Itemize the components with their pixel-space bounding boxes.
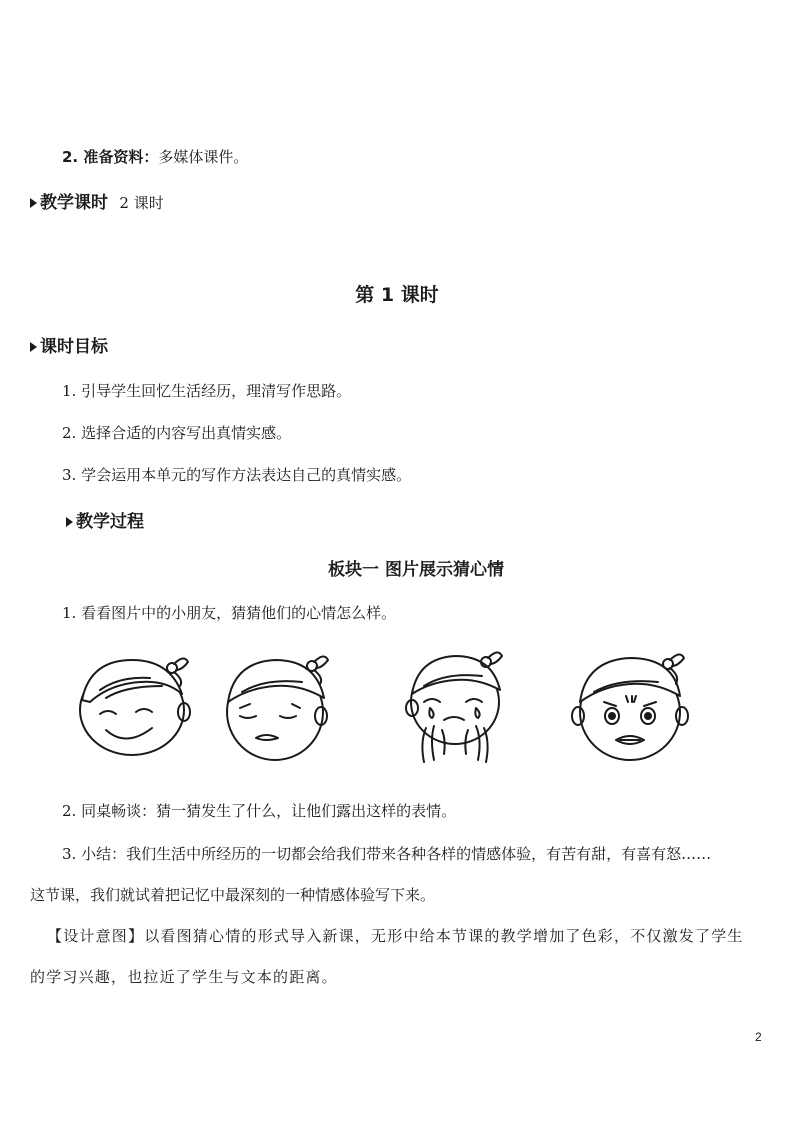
design-intent-line1: 【设计意图】以看图猜心情的形式导入新课，无形中给本节课的教学增加了色彩，不仅激发了学生 — [47, 927, 744, 945]
class-hours-value: 2 课时 — [119, 194, 164, 212]
crying-face-icon — [406, 652, 502, 762]
triangle-bullet-icon — [66, 517, 73, 527]
prep-line — [62, 146, 248, 167]
triangle-bullet-icon — [30, 342, 37, 352]
block1-title: 板块一 图片展示猜心情 — [328, 560, 504, 580]
lesson-title: 第 1 课时 — [355, 284, 439, 306]
angry-face-icon — [572, 654, 688, 760]
page-number: 2 — [755, 1030, 762, 1044]
objective-item: 3. 学会运用本单元的写作方法表达自己的真情实感。 — [62, 466, 412, 484]
objectives-heading: 课时目标 — [30, 332, 108, 357]
objective-item: 2. 选择合适的内容写出真情实感。 — [62, 424, 292, 442]
step3-line1: 3. 小结：我们生活中所经历的一切都会给我们带来各种各样的情感体验，有苦有甜，有喜有怒…… — [62, 845, 712, 863]
design-intent-line2: 的学习兴趣，也拉近了学生与文本的距离。 — [30, 968, 338, 986]
class-hours-label: 教学课时 — [40, 193, 108, 213]
step3-line2: 这节课，我们就试着把记忆中最深刻的一种情感体验写下来。 — [30, 886, 436, 904]
sad-face-icon — [227, 656, 328, 760]
process-heading: 教学过程 — [66, 507, 144, 532]
faces-illustration — [60, 650, 740, 770]
class-hours-line — [30, 188, 164, 213]
step1-text: 1. 看看图片中的小朋友，猜猜他们的心情怎么样。 — [62, 604, 397, 622]
happy-face-icon — [80, 658, 190, 755]
triangle-bullet-icon — [30, 198, 37, 208]
prep-label: 2. 准备资料： — [62, 148, 159, 166]
objective-item: 1. 引导学生回忆生活经历，理清写作思路。 — [62, 382, 352, 400]
prep-value: 多媒体课件。 — [158, 148, 249, 166]
step2-text: 2. 同桌畅谈：猜一猜发生了什么，让他们露出这样的表情。 — [62, 802, 457, 820]
